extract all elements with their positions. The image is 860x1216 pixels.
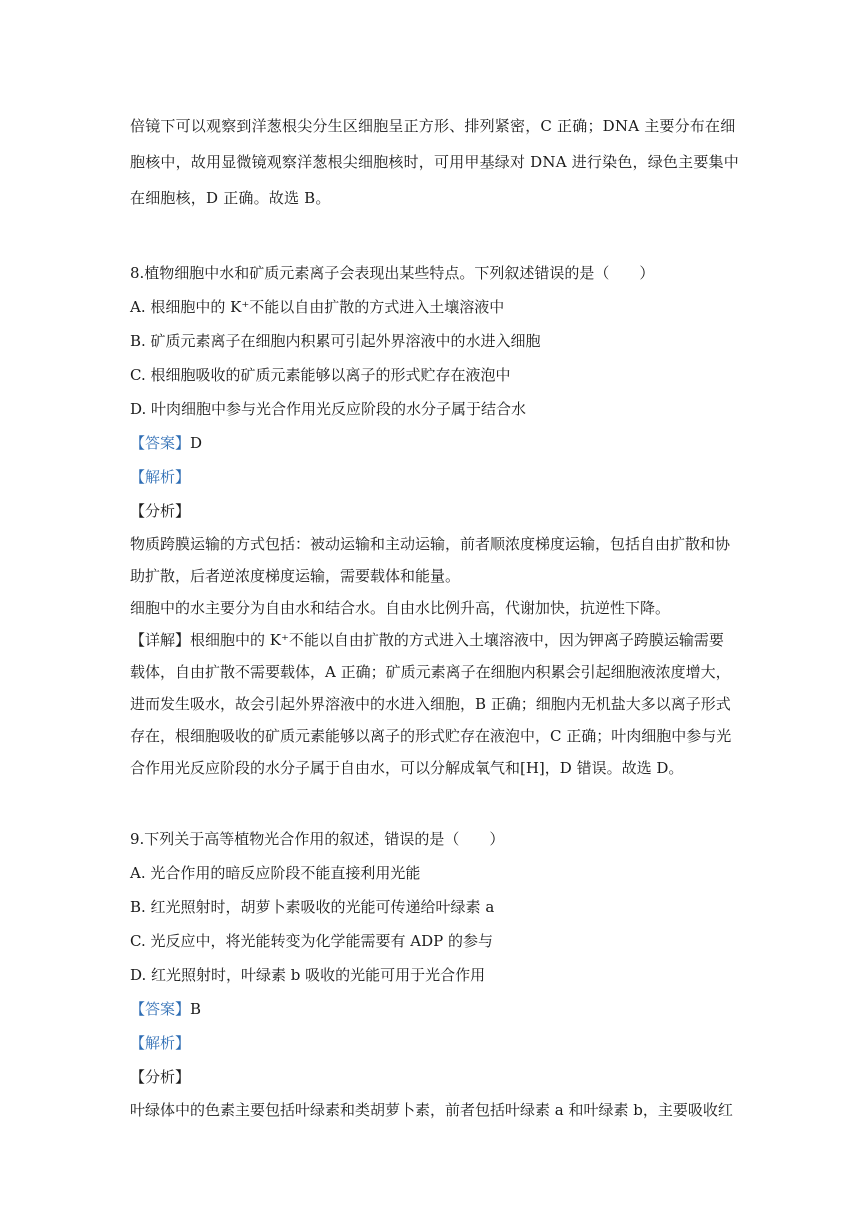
analysis-tag: 【解析】 xyxy=(130,1034,191,1052)
fenxi-line: 叶绿体中的色素主要包括叶绿素和类胡萝卜素，前者包括叶绿素 a 和叶绿素 b，主要吸收红 xyxy=(130,1101,733,1119)
intro-line: 在细胞核，D 正确。故选 B。 xyxy=(130,189,331,207)
option-d: D. 红光照射时，叶绿素 b 吸收的光能可用于光合作用 xyxy=(130,966,486,984)
intro-paragraph xyxy=(130,108,739,216)
options-list xyxy=(130,290,732,426)
option-c: C. 光反应中，将光能转变为化学能需要有 ADP 的参与 xyxy=(130,932,493,950)
fenxi-tag: 【分析】 xyxy=(130,1068,191,1086)
detail-text: 根细胞中的 K⁺不能以自由扩散的方式进入土壤溶液中，因为钾离子跨膜运输需要 xyxy=(190,631,724,649)
answer-tag: 【答案】 xyxy=(130,1000,191,1018)
page-content xyxy=(130,108,739,1126)
intro-line: 倍镜下可以观察到洋葱根尖分生区细胞呈正方形、排列紧密，C 正确；DNA 主要分布在细 xyxy=(130,117,736,135)
detail-line: 存在，根细胞吸收的矿质元素能够以离子的形式贮存在液泡中，C 正确；叶肉细胞中参与光 xyxy=(130,727,732,745)
detail-line: 合作用光反应阶段的水分子属于自由水，可以分解成氧气和[H]，D 错误。故选 D。 xyxy=(130,759,684,777)
detail-line-1 xyxy=(130,624,732,656)
answer-line xyxy=(130,992,732,1026)
option-d: D. 叶肉细胞中参与光合作用光反应阶段的水分子属于结合水 xyxy=(130,400,527,418)
answer-tag: 【答案】 xyxy=(130,434,191,452)
detail-line: 进而发生吸水，故会引起外界溶液中的水进入细胞，B 正确；细胞内无机盐大多以离子形式 xyxy=(130,695,731,713)
fenxi-line: 细胞中的水主要分为自由水和结合水。自由水比例升高，代谢加快，抗逆性下降。 xyxy=(130,599,671,617)
question-8 xyxy=(130,256,732,784)
question-9 xyxy=(130,822,732,1126)
fenxi-line: 助扩散，后者逆浓度梯度运输，需要载体和能量。 xyxy=(130,567,461,585)
options-list xyxy=(130,856,732,992)
detail-paragraph xyxy=(130,624,732,784)
analysis-tag: 【解析】 xyxy=(130,468,191,486)
detail-line: 载体，自由扩散不需要载体，A 正确；矿质元素离子在细胞内积累会引起细胞液浓度增大， xyxy=(130,663,731,681)
question-stem: 8.植物细胞中水和矿质元素离子会表现出某些特点。下列叙述错误的是（ ） xyxy=(130,264,655,282)
option-b: B. 红光照射时，胡萝卜素吸收的光能可传递给叶绿素 a xyxy=(130,898,495,916)
answer-line xyxy=(130,426,732,460)
fenxi-paragraph xyxy=(130,1094,732,1126)
question-stem: 9.下列关于高等植物光合作用的叙述，错误的是（ ） xyxy=(130,830,505,848)
answer-value: B xyxy=(190,1000,202,1018)
intro-line: 胞核中，故用显微镜观察洋葱根尖细胞核时，可用甲基绿对 DNA 进行染色，绿色主要集中 xyxy=(130,153,739,171)
option-a: A. 光合作用的暗反应阶段不能直接利用光能 xyxy=(130,864,421,882)
detail-tag: 【详解】 xyxy=(130,631,191,649)
fenxi-line: 物质跨膜运输的方式包括：被动运输和主动运输，前者顺浓度梯度运输，包括自由扩散和协 xyxy=(130,535,731,553)
option-c: C. 根细胞吸收的矿质元素能够以离子的形式贮存在液泡中 xyxy=(130,366,511,384)
option-b: B. 矿质元素离子在细胞内积累可引起外界溶液中的水进入细胞 xyxy=(130,332,541,350)
fenxi-paragraph xyxy=(130,528,732,624)
option-a: A. 根细胞中的 K⁺不能以自由扩散的方式进入土壤溶液中 xyxy=(130,298,505,316)
answer-value: D xyxy=(190,434,203,452)
fenxi-tag: 【分析】 xyxy=(130,502,191,520)
